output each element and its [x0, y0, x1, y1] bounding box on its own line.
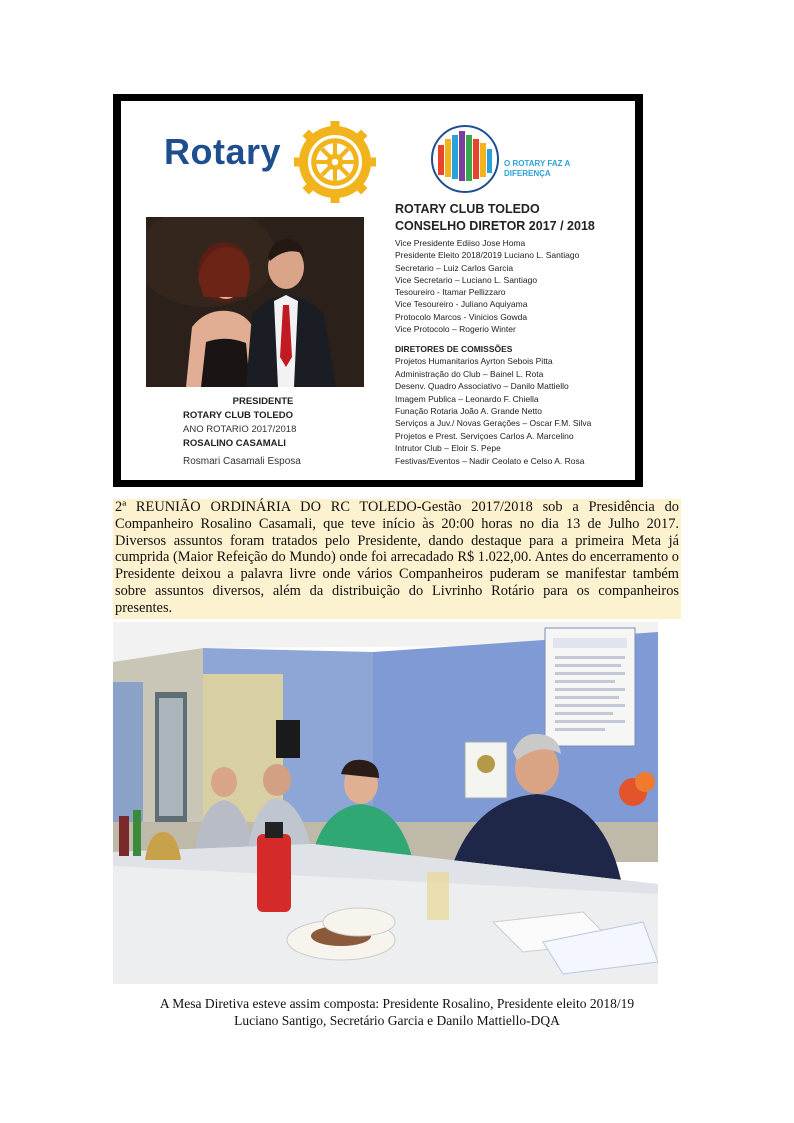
president-club: ROTARY CLUB TOLEDO [183, 410, 293, 421]
meeting-report: 2ª REUNIÃO ORDINÁRIA DO RC TOLEDO-Gestão 2017/2018 sob a Presidência do Companheiro Rosalino Casamali, que teve início às 20:00 horas no dia 13 de Julho 2017. Diversos assuntos foram tratados pelo Presidente, dando destaque para a primeira Meta já cumprida (Maior Refeição do Mundo) onde foi arrecadado R$ 1.022,00. Antes do encerramento o Presidente deixou a palavra livre onde vários Companheiros puderam se manifestar também sobre assuntos diversos, além da distribuição do Livrinho Rotário para os companheiros presentes. [113, 499, 681, 619]
caption-line-2: Luciano Santigo, Secretário Garcia e Danilo Mattiello-DQA [234, 1013, 560, 1028]
director-item: Intrutor Club – Eloir S. Pepe [395, 443, 501, 454]
board-member: Tesoureiro - Itamar Pellizzaro [395, 287, 506, 298]
director-item: Projetos Humanitarios Ayrton Sebois Pitta [395, 356, 553, 367]
president-year: ANO ROTARIO 2017/2018 [183, 424, 297, 435]
board-member: Secretario – Luiz Carlos Garcia [395, 262, 514, 273]
director-item: Imagem Publica – Leonardo F. Chiella [395, 393, 539, 404]
faz-a-diferenca-logo-icon [428, 125, 502, 193]
president-title: PRESIDENTE [232, 396, 294, 407]
president-couple-photo [146, 217, 364, 387]
president-spouse: Rosmari Casamali Esposa [183, 456, 301, 467]
photo-caption [113, 995, 681, 1029]
board-list [395, 237, 635, 335]
director-item: Festivas/Eventos – Nadir Ceolato e Celso A. Rosa [395, 455, 585, 466]
slogan-text: O ROTARY FAZ A DIFERENÇA [504, 159, 570, 178]
director-item: Administração do Club – Bainel L. Rota [395, 368, 544, 379]
banner-content [121, 101, 635, 480]
president-info [183, 395, 383, 469]
board-member: Vice Secretario – Luciano L. Santiago [395, 274, 538, 285]
rotary-wordmark: Rotary [164, 131, 282, 172]
rotary-wheel-icon [294, 121, 376, 203]
director-item: Desenv. Quadro Associativo – Danilo Mattiello [395, 381, 569, 392]
board-member: Protocolo Marcos - Vinicios Gowda [395, 311, 528, 322]
rotary-banner [113, 94, 643, 487]
director-item: Funação Rotaria João A. Grande Netto [395, 406, 542, 416]
board-of-directors [395, 201, 635, 467]
club-name: ROTARY CLUB TOLEDO [395, 202, 540, 216]
board-title: CONSELHO DIRETOR 2017 / 2018 [395, 219, 595, 233]
board-member: Vice Presidente Ediiso Jose Homa [395, 238, 526, 248]
directors-list [395, 355, 635, 467]
caption-line-1: A Mesa Diretiva esteve assim composta: Presidente Rosalino, Presidente eleito 2018/19 [159, 996, 635, 1011]
director-item: Projetos e Prest. Serviçoes Carlos A. Marcelino [395, 430, 574, 441]
president-name: ROSALINO CASAMALI [183, 438, 286, 449]
board-member: Vice Tesoureiro - Juliano Aquiyama [395, 299, 528, 310]
board-member: Presidente Eleito 2018/2019 Luciano L. Santiago [395, 250, 580, 261]
board-member: Vice Protocolo – Rogerio Winter [395, 324, 516, 335]
directors-heading: DIRETORES DE COMISSÕES [395, 344, 513, 355]
director-item: Serviços a Juv./ Novas Gerações – Oscar F.M. Silva [395, 418, 592, 429]
meeting-photo [113, 622, 658, 984]
